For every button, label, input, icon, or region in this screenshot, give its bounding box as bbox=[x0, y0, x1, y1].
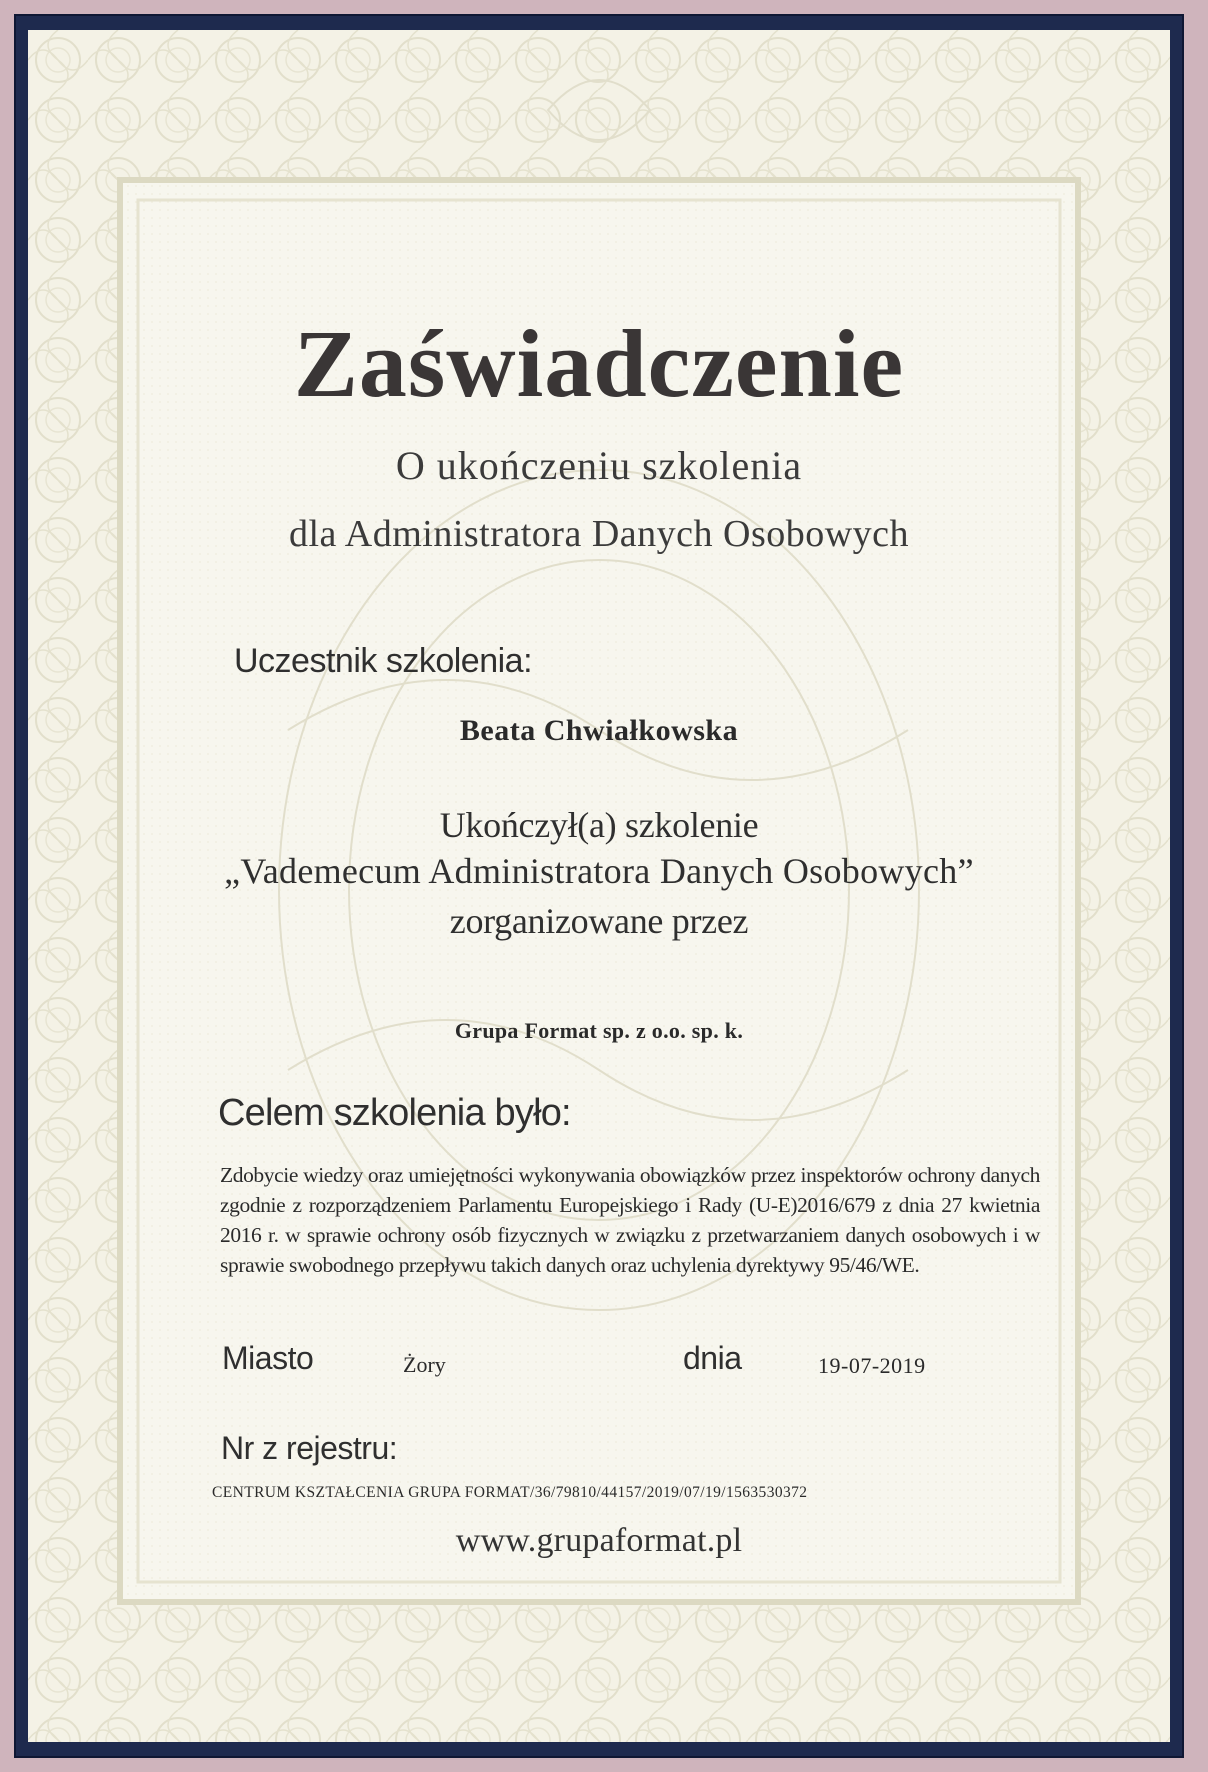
certificate-content bbox=[28, 30, 1170, 1742]
goal-label: Celem szkolenia było: bbox=[218, 1092, 571, 1134]
goal-text: Zdobycie wiedzy oraz umiejętności wykonywania obowiązków przez inspektorów ochrony danych zgodnie z rozporządzeniem Parlamentu Europejskiego i Rady (U-E)2016/679 z dnia 27 kwietnia 2016 r. w sprawie ochrony osób fizycznych w związku z przetwarzaniem danych osobowych i w sprawie swobodnego przepływu takich danych oraz uchylenia dyrektywy 95/46/WE. bbox=[220, 1163, 1040, 1277]
course-name: „Vademecum Administratora Danych Osobowych” bbox=[224, 851, 974, 891]
city-value: Żory bbox=[403, 1352, 446, 1377]
registry-label: Nr z rejestru: bbox=[221, 1430, 398, 1466]
certificate-subtitle: O ukończeniu szkolenia bbox=[395, 443, 803, 488]
certificate-title: Zaświadczenie bbox=[293, 310, 905, 417]
city-label: Miasto bbox=[222, 1340, 314, 1376]
organized-by-text: zorganizowane przez bbox=[449, 901, 749, 941]
certificate-paper bbox=[28, 30, 1170, 1742]
organizer-name: Grupa Format sp. z o.o. sp. k. bbox=[454, 1018, 744, 1043]
date-value: 19-07-2019 bbox=[818, 1353, 926, 1378]
registry-number: CENTRUM KSZTAŁCENIA GRUPA FORMAT/36/79810/44157/2019/07/19/1563530372 bbox=[212, 1484, 808, 1501]
website-url: www.grupaformat.pl bbox=[455, 1522, 743, 1559]
certificate-frame bbox=[14, 14, 1184, 1758]
participant-label: Uczestnik szkolenia: bbox=[234, 642, 533, 680]
completed-text: Ukończył(a) szkolenie bbox=[439, 805, 759, 845]
certificate-subtitle-role: dla Administratora Danych Osobowych bbox=[288, 513, 910, 555]
date-label: dnia bbox=[683, 1340, 742, 1376]
participant-name: Beata Chwiałkowska bbox=[459, 714, 739, 747]
